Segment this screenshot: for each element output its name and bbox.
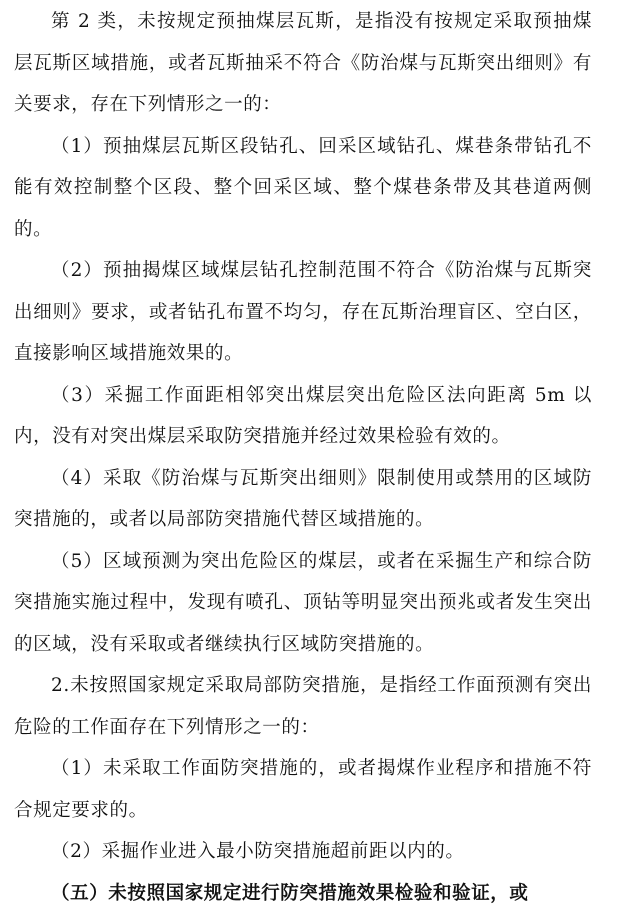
- paragraph-item-1: （1）预抽煤层瓦斯区段钻孔、回采区域钻孔、煤巷条带钻孔不能有效控制整个区段、整个回采区域、整个煤巷条带及其巷道两侧的。: [14, 126, 592, 251]
- paragraph-local-item-1: （1）未采取工作面防突措施的，或者揭煤作业程序和措施不符合规定要求的。: [14, 748, 592, 831]
- paragraph-category-2: 第 2 类，未按规定预抽煤层瓦斯，是指没有按规定采取预抽煤层瓦斯区域措施，或者瓦斯抽采不符合《防治煤与瓦斯突出细则》有关要求，存在下列情形之一的：: [14, 1, 592, 126]
- section-heading-5: （五）未按照国家规定进行防突措施效果检验和验证，或: [14, 873, 592, 914]
- paragraph-item-2: （2）预抽揭煤区域煤层钻孔控制范围不符合《防治煤与瓦斯突出细则》要求，或者钻孔布置不均匀，存在瓦斯治理盲区、空白区，直接影响区域措施效果的。: [14, 250, 592, 375]
- paragraph-local-item-2: （2）采掘作业进入最小防突措施超前距以内的。: [14, 831, 592, 873]
- paragraph-local-measures: 2.未按照国家规定采取局部防突措施，是指经工作面预测有突出危险的工作面存在下列情形之一的：: [14, 665, 592, 748]
- paragraph-item-5: （5）区域预测为突出危险区的煤层，或者在采掘生产和综合防突措施实施过程中，发现有喷孔、顶钻等明显突出预兆或者发生突出的区域，没有采取或者继续执行区域防突措施的。: [14, 541, 592, 666]
- document-page: [14, 0, 592, 914]
- paragraph-item-4: （4）采取《防治煤与瓦斯突出细则》限制使用或禁用的区域防突措施的，或者以局部防突措施代替区域措施的。: [14, 458, 592, 541]
- paragraph-item-3: （3）采掘工作面距相邻突出煤层突出危险区法向距离 5m 以内，没有对突出煤层采取防突措施并经过效果检验有效的。: [14, 375, 592, 458]
